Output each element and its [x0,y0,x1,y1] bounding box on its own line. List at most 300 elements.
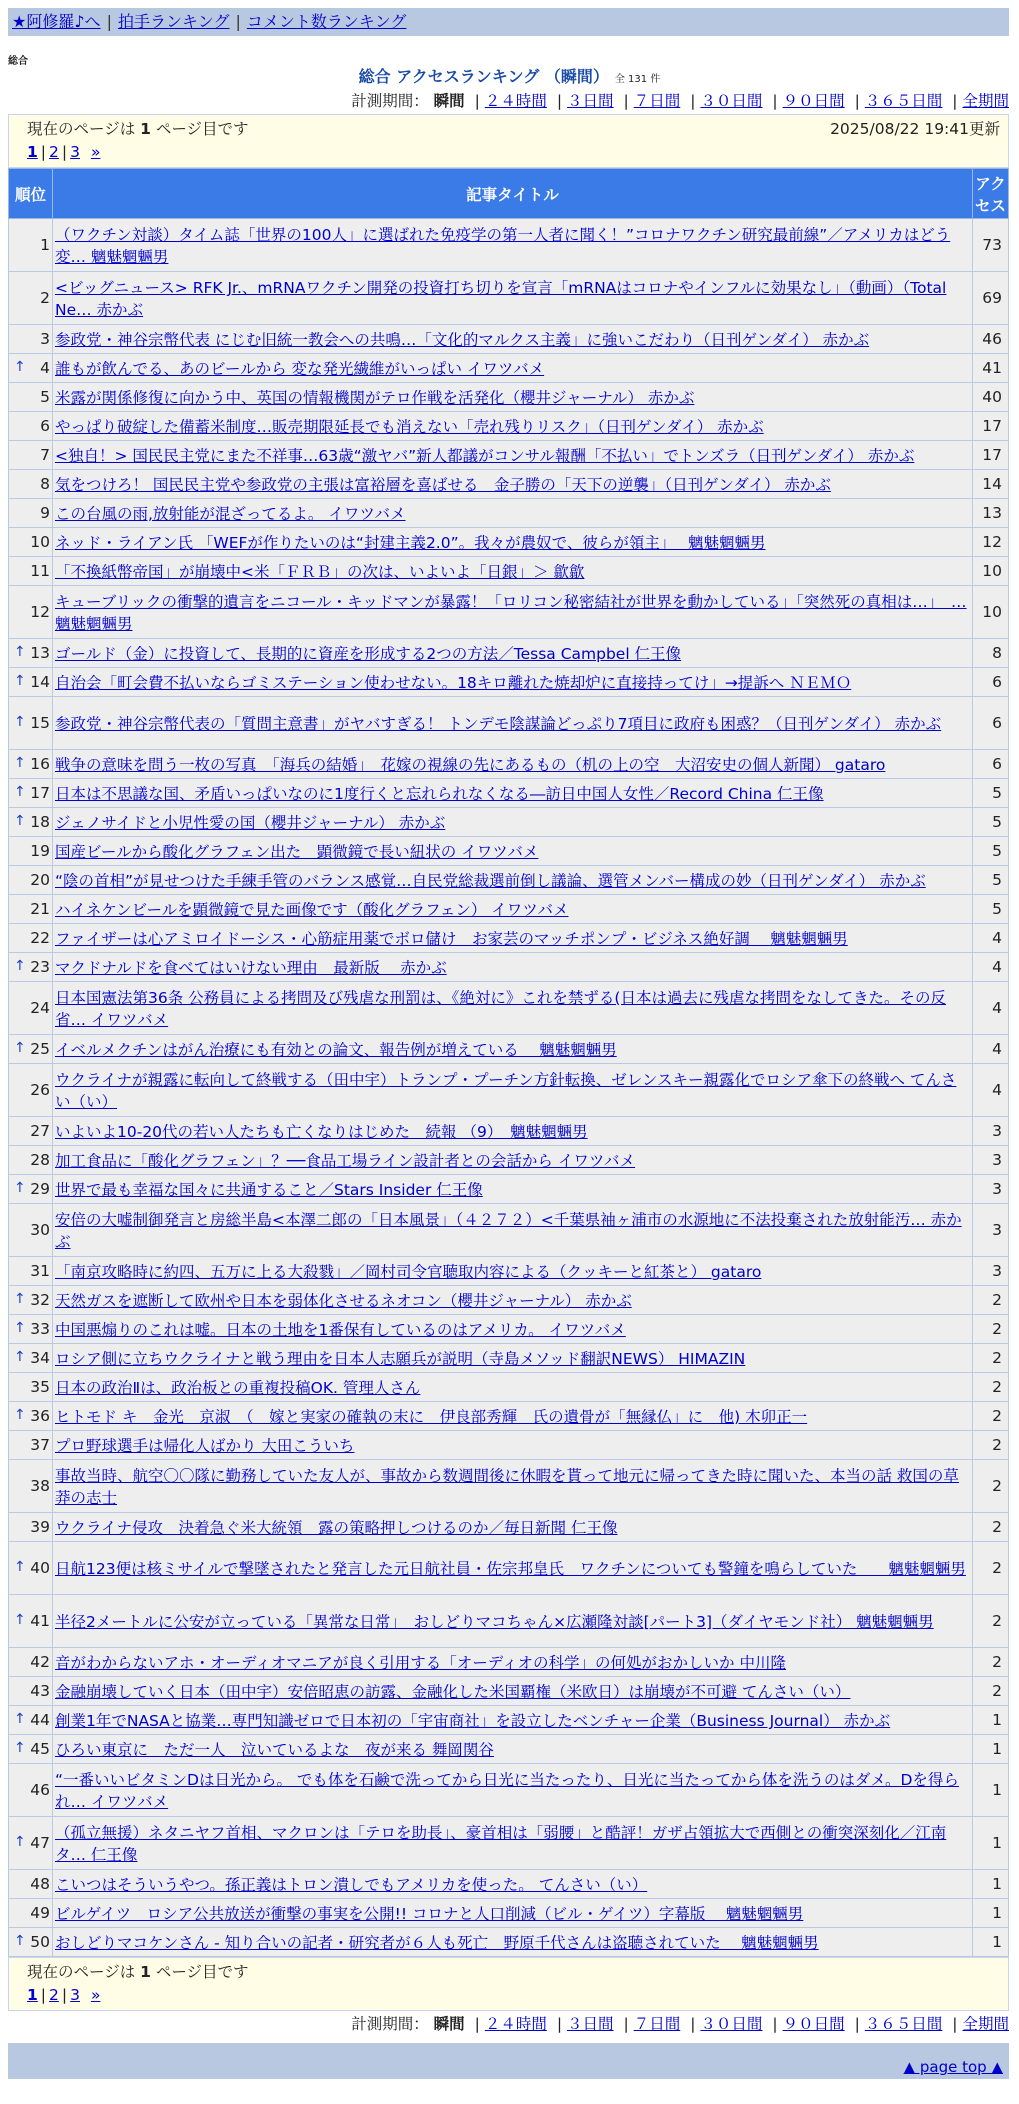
rank-up-arrow-icon: ↑ [14,1349,26,1365]
title-cell [53,354,973,383]
article-title-link[interactable]: 日本国憲法第36条 公務員による拷問及び残虐な刑罰は、《絶対に》これを禁ずる(日本は過去に残虐な拷問をなしてきた。その反省… イワツバメ [55,989,946,1029]
access-count: 4 [973,1064,1009,1117]
table-row [9,1595,1009,1648]
ranking-rows [9,219,1009,1957]
access-count: 2 [973,1402,1009,1431]
page-text-after: ページ目です [150,120,249,138]
nav-sep: | [235,12,241,31]
table-row [9,1648,1009,1677]
rank-cell [9,383,53,412]
rank-number: 34 [30,1349,50,1367]
title-cell [53,837,973,866]
rank-number: 13 [30,644,50,662]
period-sep: | [772,92,778,110]
nav-link-comment-ranking[interactable]: コメント数ランキング [246,12,407,31]
rank-up-arrow-icon: ↑ [14,1559,26,1575]
page-info-bottom [8,1957,1009,2011]
access-count: 5 [973,837,1009,866]
rank-cell [9,1344,53,1373]
table-row [9,1431,1009,1460]
article-title-link[interactable]: ビルゲイツ ロシア公共放送が衝撃の事実を公開!! コロナと人口削減（ビル・ゲイツ）字幕版 魑魅魍魎男 [55,1905,804,1923]
table-row [9,219,1009,272]
access-count: 13 [973,499,1009,528]
title-cell [53,895,973,924]
article-title-link[interactable]: ネッド・ライアン氏 「WEFが作りたいのは“封建主義2.0”。我々が農奴で、彼らが領主」 魑魅魍魎男 [55,534,766,552]
access-count: 2 [973,1460,1009,1513]
article-title-link[interactable]: 日本は不思議な国、矛盾いっぱいなのに1度行くと忘れられなくなる―訪日中国人女性／Record China 仁王像 [55,785,824,803]
rank-cell [9,1175,53,1204]
rank-up-arrow-icon: ↑ [14,1320,26,1336]
category-label: 総合 [8,56,28,67]
access-count: 10 [973,586,1009,639]
article-title-link[interactable]: やっぱり破綻した備蓄米制度…販売期限延長でも消えない「売れ残りリスク」（日刊ゲンダイ） 赤かぶ [55,418,764,436]
rank-cell [9,1146,53,1175]
article-title-link[interactable]: （孤立無援）ネタニヤフ首相、マクロンは「テロを助長」、豪首相は「弱腰」と酷評！ガザ占領拡大で西側との衝突深刻化／江南タ… 仁王像 [55,1824,947,1864]
rank-cell [9,1257,53,1286]
access-count: 3 [973,1146,1009,1175]
rank-cell [9,219,53,272]
rank-up-arrow-icon: ↑ [14,673,26,689]
access-count: 2 [973,1648,1009,1677]
article-title-link[interactable]: こいつはそういうやつ。孫正義はトロン潰しでもアメリカを使った。 てんさい（い） [55,1876,648,1894]
rank-number: 18 [30,813,50,831]
article-title-link[interactable]: ロシア側に立ちウクライナと戦う理由を日本人志願兵が説明（寺島メソッド翻訳NEWS） HIMAZIN [55,1350,746,1368]
article-title-link[interactable]: ゴールド（金）に投資して、長期的に資産を形成する2つの方法／Tessa Campbel 仁王像 [55,645,682,663]
period-link-3d[interactable]: ３日間 [567,2015,614,2033]
access-count: 3 [973,1117,1009,1146]
table-row [9,1899,1009,1928]
article-title-link[interactable]: <独自！> 国民民主党にまた不祥事…63歳“激ヤバ”新人都議がコンサル報酬「不払い」でトンズラ（日刊ゲンダイ） 赤かぶ [55,447,915,465]
table-row [9,1513,1009,1542]
title-cell [53,1146,973,1175]
title-cell [53,1257,973,1286]
rank-up-arrow-icon: ↑ [14,1933,26,1949]
access-count: 73 [973,219,1009,272]
table-row [9,1204,1009,1257]
access-count: 4 [973,924,1009,953]
rank-cell [9,1460,53,1513]
rank-number: 12 [30,603,50,621]
table-row [9,1286,1009,1315]
article-title-link[interactable]: 加工食品に「酸化グラフェン」？──食品工場ライン設計者との会話から イワツバメ [55,1152,636,1170]
table-row [9,924,1009,953]
access-count: 5 [973,808,1009,837]
current-page-number: 1 [140,120,151,138]
rank-number: 50 [30,1933,50,1951]
access-count: 1 [973,1706,1009,1735]
page-link-3[interactable]: 3 [70,143,81,161]
title-cell [53,1899,973,1928]
article-title-link[interactable]: 参政党・神谷宗幣代表 にじむ旧統一教会への共鳴…「文化的マルクス主義」に強いこだわり（日刊ゲンダイ） 赤かぶ [55,331,870,349]
rank-cell [9,1648,53,1677]
rank-number: 15 [30,714,50,732]
rank-cell [9,866,53,895]
table-row [9,1175,1009,1204]
rank-cell [9,412,53,441]
title-cell [53,412,973,441]
rank-up-arrow-icon: ↑ [14,1407,26,1423]
article-title-link[interactable]: 安倍の大嘘制御発言と房総半島<本澤二郎の「日本風景」（４２７２）<千葉県袖ヶ浦市の水源地に不法投棄された放射能汚… 赤かぶ [55,1211,962,1251]
article-title-link[interactable]: この台風の雨,放射能が混ざってるよ。 イワツバメ [55,505,406,523]
rank-cell [9,1117,53,1146]
rank-number: 44 [30,1711,50,1729]
rank-number: 46 [30,1781,50,1799]
access-count: 4 [973,953,1009,982]
table-row [9,1257,1009,1286]
table-row [9,1315,1009,1344]
table-row [9,1764,1009,1817]
period-link-7d[interactable]: ７日間 [633,92,681,110]
rank-number: 2 [40,289,50,307]
rank-cell [9,953,53,982]
rank-up-arrow-icon: ↑ [14,1711,26,1727]
rank-cell [9,586,53,639]
page-sep: | [61,1986,68,2004]
period-link-30d[interactable]: ３０日間 [700,2015,763,2033]
title-cell [53,1175,973,1204]
period-link-24h[interactable]: ２４時間 [484,92,547,110]
ranking-table [8,168,1009,1957]
article-title-link[interactable]: ファイザーは心アミロイドーシス・心筋症用薬でボロ儲け お家芸のマッチポンプ・ビジネス絶好調 魑魅魍魎男 [55,930,848,948]
article-title-link[interactable]: 日本の政治Ⅱは、政治板との重複投稿OK. 管理人さん [55,1379,421,1397]
table-row [9,779,1009,808]
access-count: 10 [973,557,1009,586]
rank-number: 29 [30,1180,50,1198]
period-current: 瞬間 [433,92,465,110]
access-count: 1 [973,1870,1009,1899]
pagination [27,1984,1000,2006]
period-link-7d[interactable]: ７日間 [633,2015,681,2033]
rank-up-arrow-icon: ↑ [14,1834,26,1850]
page-sep: | [40,1986,47,2004]
rank-number: 9 [40,504,50,522]
article-title-link[interactable]: <ビッグニュース> RFK Jr.、mRNAワクチン開発の投資打ち切りを宣言「mRNAはコロナやインフルに効果なし」（動画）（Total Ne… 赤かぶ [55,279,947,319]
rank-cell [9,982,53,1035]
rank-up-arrow-icon: ↑ [14,813,26,829]
table-row [9,953,1009,982]
article-title-link[interactable]: 事故当時、航空〇〇隊に勤務していた友人が、事故から数週間後に休暇を貰って地元に帰ってきた時に聞いた、本当の話 救国の草莽の志士 [55,1467,959,1507]
rank-number: 24 [30,999,50,1017]
rank-number: 1 [40,236,50,254]
title-cell [53,1735,973,1764]
table-row [9,1373,1009,1402]
table-row [9,750,1009,779]
rank-cell [9,1764,53,1817]
rank-up-arrow-icon: ↑ [14,958,26,974]
table-row [9,499,1009,528]
title-cell [53,383,973,412]
rank-number: 4 [40,359,50,377]
rank-cell [9,668,53,697]
rank-number: 32 [30,1291,50,1309]
rank-up-arrow-icon: ↑ [14,1740,26,1756]
article-title-link[interactable]: 日航123便は核ミサイルで撃墜されたと発言した元日航社員・佐宗邦皇氏 ワクチンについても警鐘を鳴らしていた 魑魅魍魎男 [55,1560,966,1578]
period-selector-bottom [0,2011,1009,2037]
period-link-365d[interactable]: ３６５日間 [864,2015,943,2033]
page-sep [83,1986,88,2004]
page-text-before: 現在のページは [27,1963,141,1981]
table-row [9,837,1009,866]
rank-cell [9,441,53,470]
title-cell [53,750,973,779]
period-link-24h[interactable]: ２４時間 [484,2015,547,2033]
rank-number: 3 [40,330,50,348]
access-count: 1 [973,1735,1009,1764]
period-link-all[interactable]: 全期間 [962,2015,1009,2033]
rank-up-arrow-icon: ↑ [14,1291,26,1307]
title-cell [53,808,973,837]
page-link-2[interactable]: 2 [49,143,59,161]
rank-cell [9,1706,53,1735]
article-title-link[interactable]: 金融崩壊していく日本（田中宇）安倍昭恵の訪露、金融化した米国覇権（米欧日）は崩壊が不可避 てんさい（い） [55,1683,851,1701]
nav-link-asyura[interactable]: ★阿修羅♪へ [12,12,101,31]
title-cell [53,668,973,697]
page-sep: | [61,143,68,161]
table-row [9,586,1009,639]
page-sep: | [40,143,47,161]
col-header-rank: 順位 [9,169,53,219]
access-count: 14 [973,470,1009,499]
rank-number: 36 [30,1407,50,1425]
rank-up-arrow-icon: ↑ [14,755,26,771]
title-cell [53,325,973,354]
access-count: 6 [973,668,1009,697]
article-title-link[interactable]: マクドナルドを食べてはいけない理由 最新版 赤かぶ [55,959,447,977]
page-link-2[interactable]: 2 [49,1986,59,2004]
article-title-link[interactable]: （ワクチン対談）タイム誌「世界の100人」に選ばれた免疫学の第一人者に聞く！”コロナワクチン研究最前線”／アメリカはどう変… 魑魅魍魎男 [55,226,951,266]
page-link-3[interactable]: 3 [70,1986,81,2004]
article-title-link[interactable]: 自治会「町会費不払いならゴミステーション使わせない。18キロ離れた焼却炉に直接持ってけ」→提訴へ ＮＥＭＯ [55,674,852,692]
table-row [9,441,1009,470]
title-cell [53,1542,973,1595]
rank-number: 43 [30,1682,50,1700]
article-title-link[interactable]: 誰もが飲んでる、あのビールから 変な発光繊維がいっぱい イワツバメ [55,360,545,378]
access-count: 69 [973,272,1009,325]
article-title-link[interactable]: イベルメクチンはがん治療にも有効との論文、報告例が増えている 魑魅魍魎男 [55,1041,617,1059]
period-link-30d[interactable]: ３０日間 [700,92,763,110]
rank-number: 23 [30,958,50,976]
rank-cell [9,325,53,354]
title-cell [53,982,973,1035]
article-title-link[interactable]: 天然ガスを遮断して欧州や日本を弱体化させるネオコン（櫻井ジャーナル） 赤かぶ [55,1292,632,1310]
page-sep [83,143,88,161]
nav-link-clap-ranking[interactable]: 拍手ランキング [117,12,230,31]
rank-cell [9,924,53,953]
rank-cell [9,1735,53,1764]
rank-number: 33 [30,1320,50,1338]
rank-up-arrow-icon: ↑ [14,784,26,800]
title-cell [53,639,973,668]
rank-number: 35 [30,1378,50,1396]
article-title-link[interactable]: 戦争の意味を問う一枚の写真 「海兵の結婚」 花嫁の視線の先にあるもの（机の上の空 大沼安史の個人新聞） gataro [55,756,886,774]
article-title-link[interactable]: 世界で最も幸福な国々に共通すること／Stars Insider 仁王像 [55,1181,483,1199]
rank-cell [9,1928,53,1957]
article-title-link[interactable]: おしどりマコケンさん - 知り合いの記者・研究者が６人も死亡 野原千代さんは盗聴されていた 魑魅魍魎男 [55,1934,819,1952]
period-label: 計測期間： [351,2015,429,2033]
period-selector-top [0,88,1009,114]
access-count: 2 [973,1595,1009,1648]
rank-cell [9,1402,53,1431]
table-row [9,1402,1009,1431]
table-row [9,808,1009,837]
table-row [9,1117,1009,1146]
period-sep: | [623,92,629,110]
title-cell [53,953,973,982]
title-cell [53,1460,973,1513]
period-link-3d[interactable]: ３日間 [567,92,614,110]
rank-number: 31 [30,1262,50,1280]
period-link-all[interactable]: 全期間 [962,92,1009,110]
table-row [9,1706,1009,1735]
page-link-1[interactable]: 1 [27,143,38,161]
rank-cell [9,557,53,586]
rank-number: 49 [30,1904,50,1922]
period-link-90d[interactable]: ９０日間 [782,92,845,110]
access-count: 17 [973,441,1009,470]
next-page-link[interactable]: » [90,1986,101,2004]
title-cell [53,1064,973,1117]
rank-number: 26 [30,1081,50,1099]
rank-cell [9,1064,53,1117]
access-count: 4 [973,1035,1009,1064]
access-count: 2 [973,1513,1009,1542]
period-sep: | [474,92,480,110]
period-link-365d[interactable]: ３６５日間 [864,92,943,110]
current-page-number: 1 [140,1963,151,1981]
rank-number: 16 [30,755,50,773]
article-title-link[interactable]: ヒトモド キ 金光 京淑 （ 嫁と実家の確執の末に 伊良部秀輝 氏の遺骨が「無縁仏」に 他) 木卯正一 [55,1408,808,1426]
rank-number: 7 [40,446,50,464]
footer-bar [8,2043,1009,2079]
rank-number: 27 [30,1122,50,1140]
article-title-link[interactable]: 中国悪煽りのこれは嘘。日本の土地を1番保有しているのはアメリカ。 イワツバメ [55,1321,626,1339]
article-title-link[interactable]: 「不換紙幣帝国」が崩壊中<米「ＦＲＢ」の次は、いよいよ「日銀」＞ 歙歙 [55,563,585,581]
rank-up-arrow-icon: ↑ [14,359,26,375]
access-count: 4 [973,982,1009,1035]
period-label: 計測期間： [351,92,429,110]
table-row [9,354,1009,383]
nav-sep: | [106,12,112,31]
top-nav [8,8,1009,36]
access-count: 8 [973,639,1009,668]
article-title-link[interactable]: 米露が関係修復に向かう中、英国の情報機関がテロ作戦を活発化（櫻井ジャーナル） 赤かぶ [55,389,695,407]
table-row [9,982,1009,1035]
access-count: 3 [973,1204,1009,1257]
access-count: 2 [973,1542,1009,1595]
rank-cell [9,272,53,325]
access-count: 2 [973,1344,1009,1373]
rank-up-arrow-icon: ↑ [14,1612,26,1628]
access-count: 40 [973,383,1009,412]
article-title-link[interactable]: ひろい東京に ただ一人 泣いているよな 夜が来る 舞岡関谷 [55,1741,494,1759]
article-title-link[interactable]: 創業1年でNASAと協業…専門知識ゼロで日本初の「宇宙商社」を設立したベンチャー企業（Business Journal） 赤かぶ [55,1712,891,1730]
period-link-90d[interactable]: ９０日間 [782,2015,845,2033]
access-count: 2 [973,1677,1009,1706]
title-cell [53,470,973,499]
title-cell [53,1344,973,1373]
article-title-link[interactable]: ウクライナ侵攻 決着急ぐ米大統領 露の策略押しつけるのか／毎日新聞 仁王像 [55,1519,618,1537]
rank-cell [9,1286,53,1315]
article-title-link[interactable]: いよいよ10-20代の若い人たちも亡くなりはじめた 続報 （9） 魑魅魍魎男 [55,1123,588,1141]
title-cell [53,557,973,586]
period-sep: | [474,2015,480,2033]
article-title-link[interactable]: プロ野球選手は帰化人ばかり 大田こういち [55,1437,355,1455]
rank-cell [9,639,53,668]
article-title-link[interactable]: 「南京攻略時に約四、五万に上る大殺戮」／岡村司令官聴取内容による（クッキーと紅茶と） gataro [55,1263,762,1281]
title-cell [53,1402,973,1431]
rank-number: 30 [30,1221,50,1239]
title-cell [53,1035,973,1064]
period-sep: | [690,2015,696,2033]
article-title-link[interactable]: 気をつけろ！ 国民民主党や参政党の主張は富裕層を喜ばせる 金子勝の「天下の逆襲」（日刊ゲンダイ） 赤かぶ [55,476,831,494]
col-header-title: 記事タイトル [53,169,973,219]
rank-cell [9,1542,53,1595]
period-current: 瞬間 [433,2015,465,2033]
title-cell [53,1315,973,1344]
table-row [9,470,1009,499]
rank-cell [9,1677,53,1706]
access-count: 41 [973,354,1009,383]
rank-cell [9,1431,53,1460]
page-link-1[interactable]: 1 [27,1986,38,2004]
article-title-link[interactable]: “陰の首相”が見せつけた手練手管のバランス感覚…自民党総裁選前倒し議論、選管メンバー構成の妙（日刊ゲンダイ） 赤かぶ [55,872,926,890]
rank-number: 40 [30,1559,50,1577]
rank-number: 37 [30,1436,50,1454]
title-cell [53,1870,973,1899]
title-cell [53,1595,973,1648]
table-row [9,1677,1009,1706]
access-count: 46 [973,325,1009,354]
rank-number: 39 [30,1518,50,1536]
title-cell [53,1677,973,1706]
article-title-link[interactable]: 半径2メートルに公安が立っている「異常な日常」 おしどりマコちゃん×広瀬隆対談[パート3]（ダイヤモンド社） 魑魅魍魎男 [55,1613,934,1631]
access-count: 3 [973,1175,1009,1204]
pagination [27,141,1000,163]
next-page-link[interactable]: » [90,143,101,161]
rank-cell [9,1513,53,1542]
article-title-link[interactable]: 参政党・神谷宗幣代表の「質問主意書」がヤバすぎる！ トンデモ陰謀論どっぷり7項目に政府も困惑？（日刊ゲンダイ） 赤かぶ [55,715,942,733]
article-title-link[interactable]: ジェノサイドと小児性愛の国（櫻井ジャーナル） 赤かぶ [55,814,446,832]
rank-number: 41 [30,1612,50,1630]
article-title-link[interactable]: キューブリックの衝撃的遺言をニコール・キッドマンが暴露！「ロリコン秘密結社が世界を動かしている」「突然死の真相は…」 … 魑魅魍魎男 [55,593,967,633]
page-title: 総合 アクセスランキング （瞬間） [358,67,609,86]
rank-number: 45 [30,1740,50,1758]
article-title-link[interactable]: 国産ビールから酸化グラフェン出た 顕微鏡で長い紐状の イワツバメ [55,843,539,861]
article-title-link[interactable]: ハイネケンビールを顕微鏡で見た画像です（酸化グラフェン） イワツバメ [55,901,569,919]
access-count: 2 [973,1315,1009,1344]
access-count: 2 [973,1373,1009,1402]
rank-number: 22 [30,929,50,947]
rank-cell [9,1595,53,1648]
article-title-link[interactable]: 音がわからないアホ・オーディオマニアが良く引用する「オーディオの科学」の何処がおかしいか 中川隆 [55,1654,786,1672]
page-top-link[interactable]: ▲ page top ▲ [903,2058,1003,2076]
period-sep: | [556,2015,563,2033]
table-row [9,1817,1009,1870]
rank-cell [9,528,53,557]
table-row [9,412,1009,441]
item-count: 全 131 件 [614,74,661,85]
article-title-link[interactable]: ウクライナが親露に転向して終戦する（田中宇）トランプ・プーチン方針転換、ゼレンスキー親露化でロシア傘下の終戦へ てんさい（い） [55,1071,957,1111]
rank-cell [9,1315,53,1344]
rank-cell [9,779,53,808]
table-row [9,668,1009,697]
table-row [9,1542,1009,1595]
rank-cell [9,1870,53,1899]
current-page-text [27,117,249,141]
table-row [9,895,1009,924]
col-header-access: アクセス [973,169,1009,219]
article-title-link[interactable]: “一番いいビタミンDは日光から。 でも体を石鹸で洗ってから日光に当たったり、日光に当たってから体を洗うのはダメ。Dを得られ… イワツバメ [55,1771,959,1811]
